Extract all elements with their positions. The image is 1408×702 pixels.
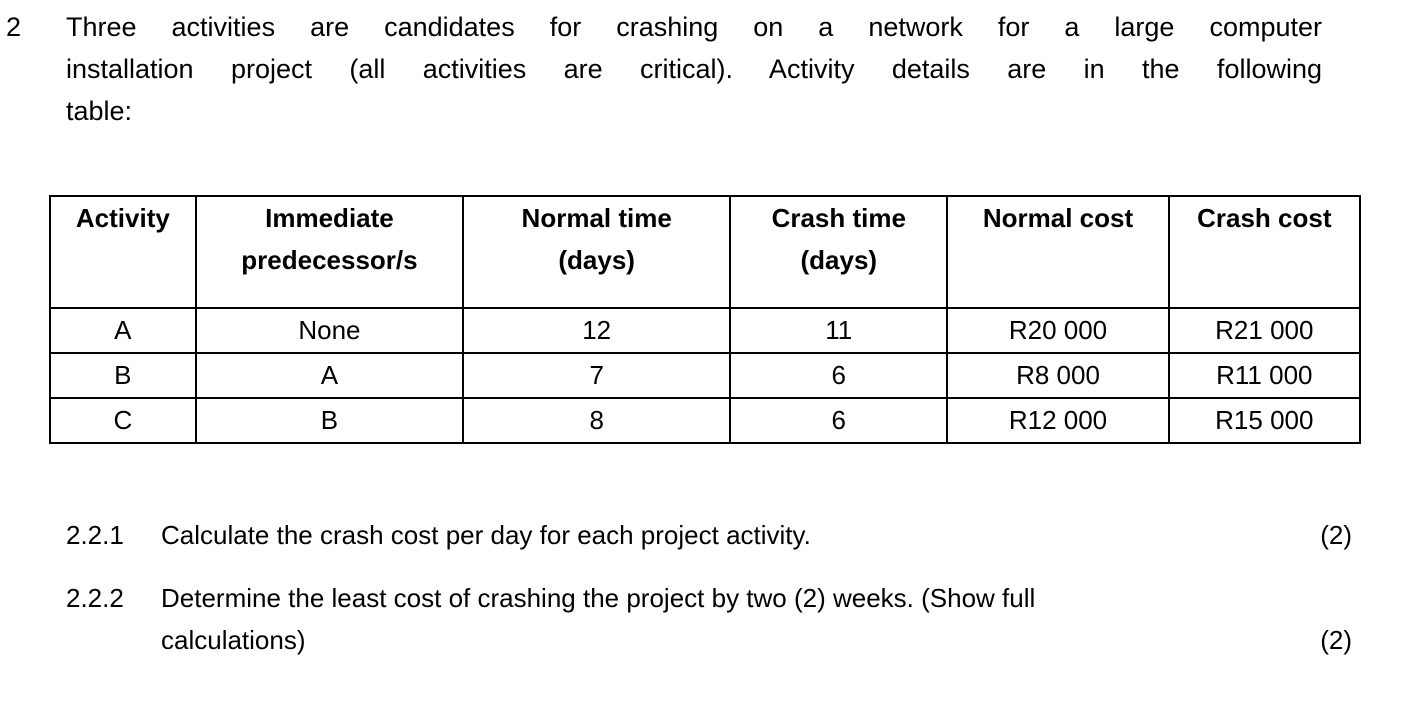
intro-line: table: [66, 96, 133, 126]
cell-activity: A [50, 308, 196, 353]
header-line: Activity [75, 203, 170, 233]
cell-crash-cost: R11 000 [1169, 353, 1360, 398]
subquestion-line: Calculate the crash cost per day for each project activity. [161, 520, 811, 550]
cell-normal-time: 12 [463, 308, 730, 353]
header-line: (days) [800, 245, 878, 275]
subquestion-number: 2.2.2 [66, 583, 124, 613]
question-intro [66, 6, 1322, 132]
header-normal-time [463, 196, 730, 308]
question-number: 2 [6, 12, 22, 42]
subquestion-2-2-1 [66, 514, 1352, 556]
subquestion-text [161, 577, 1211, 661]
subquestion-text [161, 514, 1211, 556]
header-crash-time [730, 196, 947, 308]
header-line: Crash time [771, 203, 906, 233]
table-row [50, 353, 1360, 398]
subquestion-marks: (2) [1320, 625, 1352, 655]
table-row [50, 398, 1360, 443]
header-predecessors [196, 196, 463, 308]
subquestion-line: Determine the least cost of crashing the project by two (2) weeks. (Show full [161, 583, 1036, 613]
cell-activity: B [50, 353, 196, 398]
subquestion-2-2-2 [66, 577, 1352, 661]
header-line: predecessor/s [241, 245, 418, 275]
header-line: Normal cost [982, 203, 1134, 233]
subquestion-number: 2.2.1 [66, 520, 124, 550]
header-line: Immediate [265, 203, 394, 233]
table-header-row [50, 196, 1360, 308]
cell-predecessor: A [196, 353, 463, 398]
subquestion-marks: (2) [1320, 520, 1352, 550]
cell-normal-cost: R20 000 [947, 308, 1168, 353]
header-normal-cost [947, 196, 1168, 308]
cell-crash-time: 6 [730, 398, 947, 443]
cell-normal-time: 7 [463, 353, 730, 398]
intro-line: installation project (all activities are critical). Activity details are in the following [66, 54, 1322, 84]
cell-crash-time: 6 [730, 353, 947, 398]
header-line: Crash cost [1197, 203, 1332, 233]
intro-line: Three activities are candidates for crashing on a network for a large computer [66, 12, 1322, 42]
cell-activity: C [50, 398, 196, 443]
cell-normal-time: 8 [463, 398, 730, 443]
cell-crash-time: 11 [730, 308, 947, 353]
header-activity [50, 196, 196, 308]
cell-crash-cost: R21 000 [1169, 308, 1360, 353]
activity-details-table [49, 195, 1361, 444]
cell-crash-cost: R15 000 [1169, 398, 1360, 443]
header-crash-cost [1169, 196, 1360, 308]
header-line: Normal time [521, 203, 672, 233]
cell-predecessor: None [196, 308, 463, 353]
subquestion-line: calculations) [161, 625, 306, 655]
cell-normal-cost: R8 000 [947, 353, 1168, 398]
header-line: (days) [558, 245, 635, 275]
cell-predecessor: B [196, 398, 463, 443]
cell-normal-cost: R12 000 [947, 398, 1168, 443]
table-row [50, 308, 1360, 353]
